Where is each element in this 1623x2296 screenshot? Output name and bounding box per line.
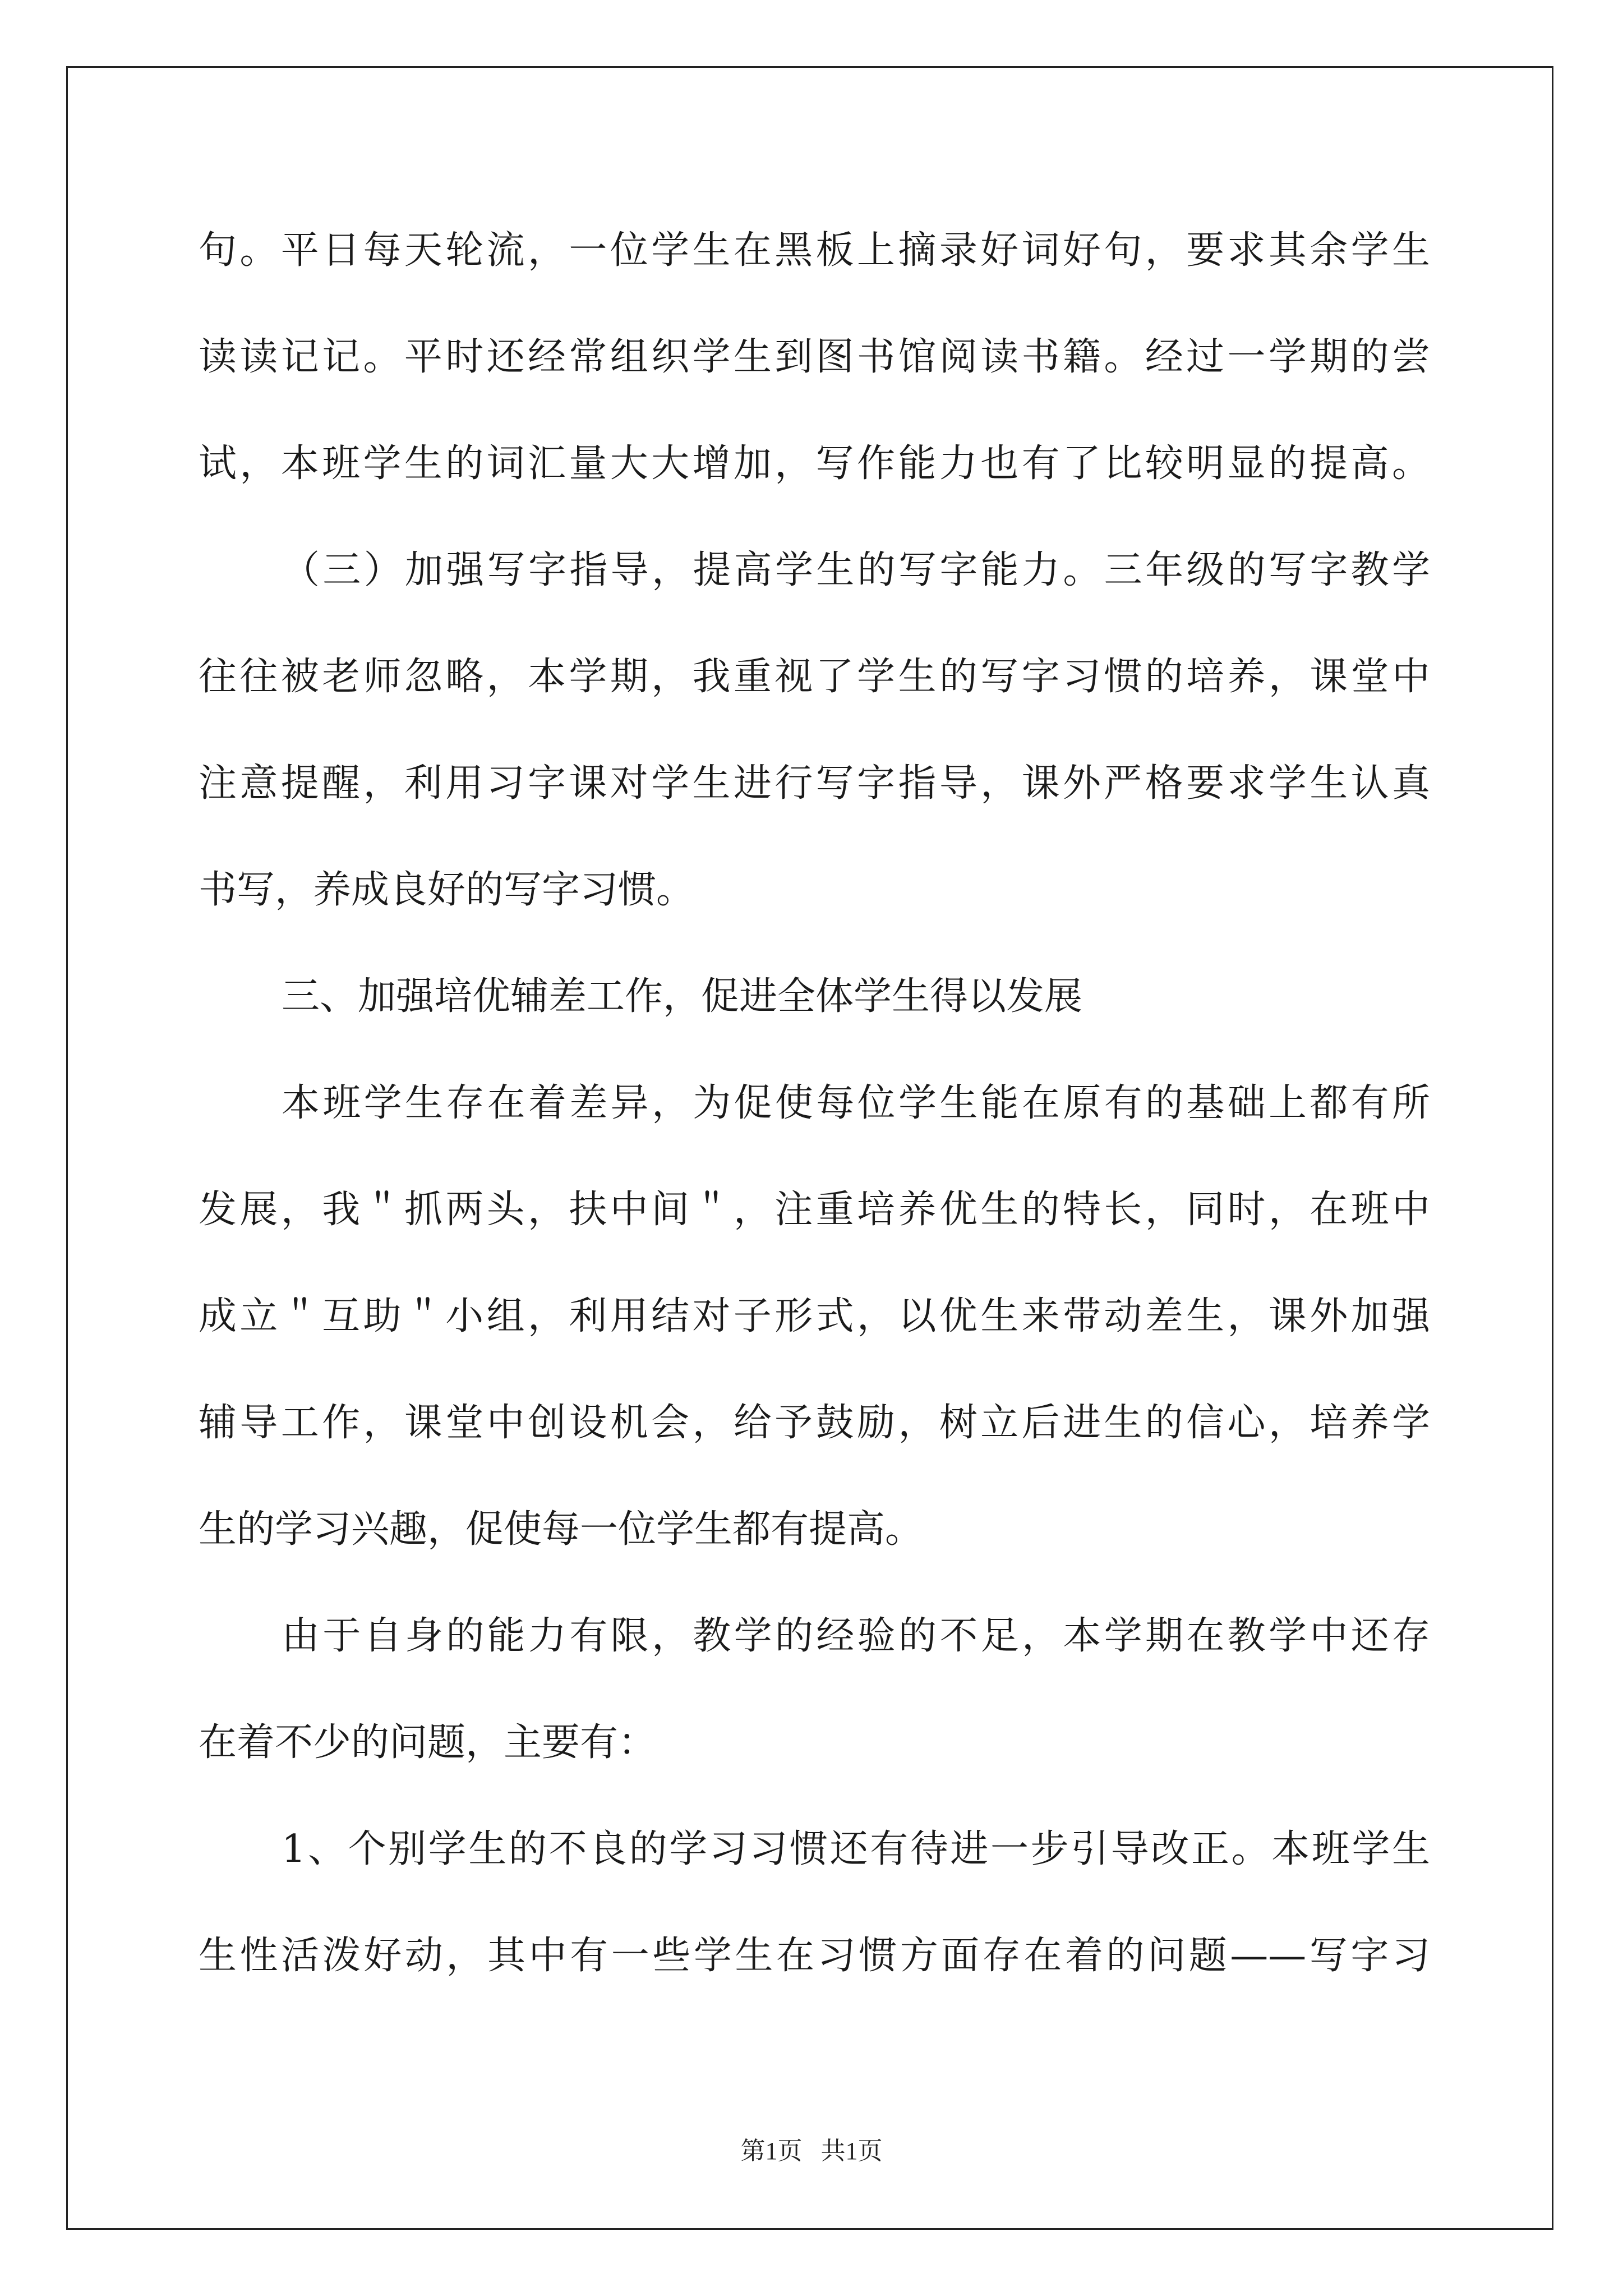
text-line: 句。平日每天轮流，一位学生在黑板上摘录好词好句，要求其余学生 (199, 228, 1430, 273)
text-line: 成立＂互助＂小组，利用结对子形式，以优生来带动差生，课外加强 (199, 1294, 1430, 1338)
text-line: 发展，我＂抓两头，扶中间＂，注重培养优生的特长，同时，在班中 (199, 1188, 1430, 1232)
text-line: （三）加强写字指导，提高学生的写字能力。三年级的写字教学 (282, 548, 1430, 592)
text-line: 生的学习兴趣，促使每一位学生都有提高。 (199, 1507, 924, 1552)
document-body (199, 209, 1430, 2021)
section-heading: 三、加强培优辅差工作，促进全体学生得以发展 (282, 974, 1083, 1019)
page-footer (0, 2134, 1623, 2168)
text-line: 书写，养成良好的写字习惯。 (199, 868, 695, 912)
text-line: 本班学生存在着差异，为促使每位学生能在原有的基础上都有所 (282, 1081, 1430, 1125)
text-line: 往往被老师忽略，本学期，我重视了学生的写字习惯的培养，课堂中 (199, 655, 1430, 699)
text-line: 1、个别学生的不良的学习习惯还有待进一步引导改正。本班学生 (282, 1827, 1430, 1871)
page-number: 第1页 共1页 (740, 2137, 883, 2165)
text-line: 在着不少的问题，主要有： (199, 1720, 657, 1765)
text-line: 试，本班学生的词汇量大大增加，写作能力也有了比较明显的提高。 (199, 441, 1430, 486)
text-line: 读读记记。平时还经常组织学生到图书馆阅读书籍。经过一学期的尝 (199, 335, 1430, 379)
text-line: 生性活泼好动，其中有一些学生在习惯方面存在着的问题——写字习 (199, 1934, 1430, 1978)
text-line: 由于自身的能力有限，教学的经验的不足，本学期在教学中还存 (282, 1614, 1430, 1658)
text-line: 注意提醒，利用习字课对学生进行写字指导，课外严格要求学生认真 (199, 761, 1430, 806)
text-line: 辅导工作，课堂中创设机会，给予鼓励，树立后进生的信心，培养学 (199, 1401, 1430, 1445)
